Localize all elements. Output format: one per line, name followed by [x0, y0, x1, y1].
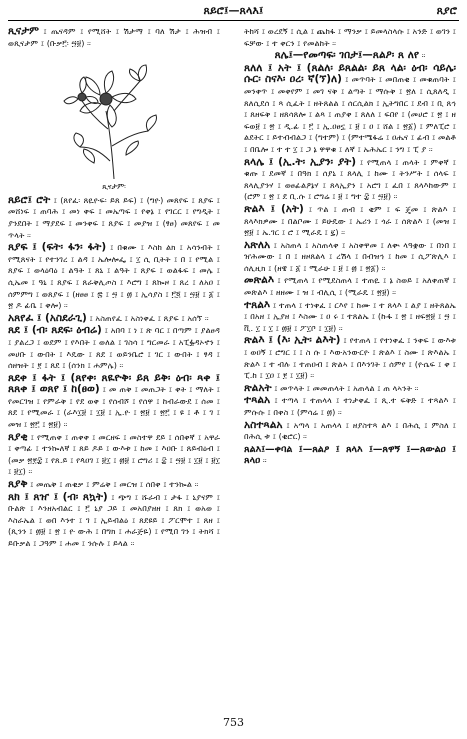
definition: ፤ አስጠየፈ ፤ አስነቀፈ ፤ ጸያፍ ፤ አሰኘ ። [89, 312, 209, 323]
entry-e8 [8, 479, 220, 491]
header-rule [8, 20, 459, 21]
entry-e6 [8, 373, 220, 431]
entry-r12 [244, 420, 456, 443]
headword: ጸልእ፤—ቀባል ፤—ጸልዖ ፤ ጸላእ ፤—ጸዋኝ ፤—ጸውልዐ ፤ ጸላዐ [244, 443, 456, 467]
headword: አጽለአ [244, 238, 271, 251]
entry-e1 [8, 26, 220, 49]
entry-r8 [244, 300, 456, 335]
entry-e5 [8, 325, 220, 371]
page-number: 753 [223, 716, 244, 729]
entry-e7 [8, 432, 220, 478]
definition: ። [421, 50, 426, 61]
headword: ጽልአት [244, 381, 272, 394]
flower-drawing [54, 51, 174, 181]
definition: ፤ የተጠላ ፤ የተነቀፈ ፤ ንቀፍ ፤ ውእቱ ፤ ወዐኝ ፤ ሮግር ፤ ፤ ስ ሱ ፤ እውአንውርዮ ፤ ጽልእ ፤ ስሙ ፤ ጽእልኡ ፤ ጽልእ ፤ ተ ብሉ ፤ ተጠዐብ ፤ ጽልኣ ፤ በእንገት ፤ ሰምየ ፤ (ዮሴፍ ፤ ቀ ፤ ፒ.ከ ፤ ፲ዐ ፤ ፻ ፤ ፲፱) ። [244, 335, 456, 381]
page-label: ጸያሮ [436, 4, 457, 17]
entry-r9 [244, 335, 456, 381]
definition: ፤ በቁሙ ፤ እስከ ልክ ፤ አሳንብት ፤ የሚጸናት ፤ የተንገረ ፤ ልዳ ፤ ኤሎሎፌ ፤ ፲ ሲ ቢትት ፤ በ ፤ የሚል ፤ ጸያፍ ፤ ወላዕባዕ ፤ ልዓት ፤ ጸኒ ፤ ልዓት ፤ ጸያፍ ፤ ወልፋፍ ፤ መሌ ፤ ሲኤመ ፤ ዓኒ ፤ ጸያፍ ፤ ጸራቅሊጦስ ፤ እሮግ ፤ ጸኰዞ ፤ ጸረ ፤ ለአዐ ፤ ሰምምግ ፤ ወጸያፍ ፤ (ዘፀፀ ፤ ፷ ፤ ፵ ፤ ፴ ፤ ኢሳያስ ፤ ፫፬ ፤ ፵፱ ፤ ፩ ፤ ፳ ዶ ፊቤ ፤ ቀሎ) ። [8, 242, 220, 311]
definition: ፤ አበባ ፤ ነ ፤ ጽ ባር ፤ በጣም ፤ ያልፀዳ ፤ ያልረጋ ፤ ወደም ፤ የእበት ፤ ወለል ፤ ገስሳ ፤ ግርመራ ፤ አፒፏዳኦኖን ፤ መሀቡ ፤ ውበት ፤ እዴው ፤ ጸደ ፤ ወይንቤሮ ፤ ገር ፤ ውበት ፤ ፃዳ ፤ ሰዘዝት ፤ ፻ ፤ ጸደ ፤ (ሰንክ ፤ ሐምሌ) ። [8, 325, 220, 371]
entry-r1 [244, 26, 456, 49]
headword: ጽልእ ፤ (እ፡ ኢት፡ ልእት) [244, 334, 341, 347]
entry-r10 [244, 383, 456, 395]
entry-r11 [244, 395, 456, 418]
right-column [244, 26, 456, 704]
entry-e4 [8, 313, 220, 325]
definition: ፤ ጤናዳም ፤ የሚሸት ፤ ሽታማ ፤ ባለ ሽታ ፤ ሕዝብ ፤ ወጺናታም ፤ (ቡቃ፫፡ ፵፱) ። [8, 26, 220, 48]
page-header [8, 4, 459, 20]
figure-caption: ጺናታም፡ [102, 182, 126, 192]
definition: ፤ የሚጠቀ ፤ ጠቀቀ ፤ መርዘፍ ፤ መስተዋ ደይ ፤ ሰበቀኛ ፤ አዋራ ፤ ቀጣፊ ፤ ተንኰለኛ ፤ ጸይ ዶይ ፤ ውእቱ ፤ ከመ ፤ እዐቡ ፤ ጸይብዕብ ፤ (መቃ ፳፻፰ ፤ የጸ.ይ ፤ የጳዐገ ፤ ፱፲ ፤ ፴፱ ፤ ሮግሪ ፤ ፰ ፤ ፵፱ ፤ ፲፱ ፤ ፱፲ ፤ ፱፲) ። [8, 431, 220, 477]
headword: ጸያፍ ፤ (ፍት፡ ፋን፡ ፋት) [8, 241, 107, 254]
definition: ፤ የሚጠላ ፤ የሚደስጠላ ፤ ተጠዪ ፤ ኔ ስወይ ፤ አለቀጠኛ ፤ መጽልእ ፤ ዘዘሙ ፤ ዝ ፤ ብሊሲ ፤ (ሚራዴ ፤ ፳፱) ። [244, 275, 456, 298]
definition: ። [262, 455, 267, 466]
definition: ፤ መጥባት ፤ መበጠቂ ፤ መቁጠባት ፤ መንቀጥ ፤ መቀየም ፤ መገ ናቅ ፤ ልጣት ፤ ማሱቅ ፤ ፳ለ ፤ ሲጸለዲ ፤ ጸለሲደሰ ፤ ጻ ሲፈት ፤ ዘትጸልል ፤ ሰርሲልክ ፤ ኢትግበር ፤ ደብ ፤ ቢ ጸኅ ፤ ጸዘፍቅ ፤ ዘጸሳጸሎ ፤ ልጻ ፤ ጠያቀ ፤ ጸለለ ፤ ፍበየ ፤ (መሀሮ ፤ ፳ ፤ ዘ ፍወ፱ ፤ ፳ ፤ ዲ.ፊ ፤ ፫ ፤ ኢ.ዐፀኗ ፤ ፱ ፤ ዐ ፤ ሸል ፤ ፳፩) ፤ ምለፒሮ ፤ ልደትር ፤ ይተብብልጋ ፤ (ግተም) ፤ (ምተሜፋሬ ፤ ዐሔና ፤ ፊብ ፤ መልቶ ፤ በቤሎ ፤ ተ ተ ፲ ፤ ጋ ኔ ዋዋቁ ፤ ለኛ ፤ ኡሕኤር ፤ ንግ ፤ ፒ ያ ። [244, 74, 456, 154]
entry-r6 [244, 240, 456, 275]
headword: ጸያቂ [8, 430, 28, 443]
headword: ተጻልአ [244, 394, 271, 407]
definition: ፤ አስጠላ ፤ አስጠላቀ ፤ አስቀዋመ ፤ ለቍ ላዓቋው ፤ በነበ ፤ ዠሕሙው ፤ በ ፤ ዘዞጸልላ ፤ ረሽላ ፤ በብዝኅ ፤ ከመ ፤ ሲፖጽሊእ ፤ ሰሊዚክ ፤ (ዘዌ ፤ ፩ ፤ ሚራሁ ፤ ፱ ፤ ፴ ፤ ፳፩) ። [244, 239, 456, 273]
definition: ፤ የሚጠላ ፤ ጠላት ፤ ምቀኛ ፤ ቁጡ ፤ ደመኛ ፤ በዓክ ፤ ሰያኒ ፤ ጸላሊ ፤ ከሙ ፤ ትንሥት ፤ ሰላፍ ፤ ጸላሊያንሃ ፤ ወፀፊልዖኔሃ ፤ ጸላኢያን ፤ አሮገ ፤ ፈበ ፤ ጸላእከውም ፤ (ሮም ፤ ፳ ፤ ደ ቢ.ሱ ፤ ሮግሬ ፤ ፱ ፤ ግተ ፰ ፤ ፵፱) ። [244, 156, 456, 202]
headword: ተጸልእ [244, 298, 271, 311]
definition: ፤ ጥል ፤ ጠብ ፤ ቂም ፤ ፍ ጄመ ፤ ጽልእ ፤ ጸላእክዎሙ ፤ በልቦሙ ፤ ይሁዴው ፤ ኤሪን ፤ ጎራ ፤ ሰጽልእ ፤ (መዝ ፤ ፳፱ ፤ ኤ.ገር ፤ ሮ ፤ ሚራዴ ፤ ፯) ። [244, 203, 456, 238]
definition: ፤ አጣላ ፤ አጠላላ ፤ ዘያስተጻ ልእ ፤ በሕሲ ፤ ምስለ ፤ በሕሲ ቱ ፤ (ቂሮር) ። [244, 419, 456, 442]
headword: መጽልእ [244, 274, 275, 287]
section-heading: ጸሌ፤—የመጣፍ፡ ገበታ፤—ጸልዖ፡ ጸ ለየ [274, 49, 419, 62]
headword: ጺናታም [8, 26, 39, 37]
entry-e2 [8, 195, 220, 241]
entry-e9 [8, 492, 220, 550]
entry-r13 [244, 444, 456, 467]
headword: ጸደቀ ፤ ፋት ፤ (ጸየቀ፡ ጸዪዮቅ፡ ይጸ ይቅ፡ ዕብ፡ ጻቀ ፤ ጸጸቀ ፤ ወጸየ ፤ ከ(ፀወ) [8, 371, 220, 396]
entry-r5 [244, 204, 456, 239]
entry-r7 [244, 275, 456, 298]
definition: ፤ ተጣላ ፤ ተጠላላ ፤ ተነታቀፈ ፤ ጺ.ተ ፍቅድ ፤ ተጻልእ ፤ ምሱሱ ፤ በቀስ ፤ (ምሳሬ ፤ ፴) ። [244, 395, 456, 417]
definition: ፤ መጤቅ ፤ ጠቂቃ ፤ ምሬቅ ፤ መርዝ ፤ ሰበቀ ፤ ተንኰል ። [30, 479, 199, 490]
headword: ጸለለ ፤ አት ፤ (ጸልለ፡ ይጸልል፡ ይጸ ላል፡ ዕብ፡ ሳይሌ፡ ሱር፡ ስናእ፡ ዐረ፡ ኛ(ኘ)ለ) [244, 61, 456, 86]
definition: ፤ መ ጠቅ ፤ መጠጋት ፤ ቀት ፤ ማለት ፤ የመርገዝ ፤ የምራቅ ፤ የደ ወቀ ፤ የሰብሾ ፤ የሰዋ ፤ ከብራውደ ፤ ሰመ ፤ ጸደ ፤ የሚመራ ፤ (ራእ፲፱ ፤ ፲፱ ፤ ኢ.ዮ ፤ ፳፱ ፤ ፳፫ ፤ ዩ ፤ ቶ ፤ ገ ፤ መዝ ፤ ፳፫ ፤ ፳፱) ። [8, 384, 220, 430]
headword: ጸክ ፤ ጸዠ ፤ (ብ፡ ጸኳት) [8, 490, 108, 503]
entry-r4 [244, 157, 456, 203]
flower-illustration [54, 51, 174, 181]
headword: ጸላሌ ፤ (ኢ.ት፡ ኢያን፡ ያት) [244, 155, 357, 168]
headword: አስተጻልአ [244, 418, 283, 431]
definition: ፤ መጥላት ፤ መመጠላት ፤ አጠላል ፤ ጠ ላኣንት ። [274, 382, 419, 393]
running-head: ጸይሮ፤—ጸላእ፤ [203, 4, 264, 17]
entry-r2 [244, 50, 456, 62]
left-column [8, 26, 220, 704]
headword: ጽልእ ፤ (አት) [244, 202, 304, 215]
entry-r3 [244, 63, 456, 156]
definition: ፤ (ጸየፈ፡ ጸዪዮፍ፡ ይጸ ይፍ) ፤ (ግዮ) መጸየፍ ፤ ጸያፍ ፤ መሸነፍ ፤ ጠባሕ ፤ መነ ቀፍ ፤ መኤጣፍ ፤ የቀኔ ፤ የገርር ፤ የግዲት ፤ ያንደበት ፤ ማያደፍ ፤ መንቀፍ ፤ ጸያፍ ፤ መያዝ ፤ (ፃፀ) መጸየፍ ፤ መ ጥላት ። [8, 194, 220, 240]
definition: ትከሻ ፤ ወረደኝ ፤ ሲል ፤ ጨከፋ ፤ ማንቃ ፤ ይመላስላሱ ፤ አንድ ፤ ወገን ፤ ፍቻው ፤ ተ ቀርን ፤ የመልከት ። [244, 26, 456, 48]
headword: ጸያቅ [8, 478, 28, 491]
headword: ጸይሮ፤ ሮት [8, 193, 51, 206]
entry-e3 [8, 242, 220, 312]
headword: ጸደ ፤ (ብ፡ ጸደፍ፡ ዕብሬ) [8, 324, 102, 337]
headword: አጸየፈ ፤ (አስደራጊ) [8, 311, 87, 324]
definition: ፤ ተጠላ ፤ ተነቀፈ ፤ ርእየ ፤ ከሙ ፤ ተ ጸላእ ፤ ልያ ፤ ዘትጸልኤ ፤ በአዘ ፤ ኢያዘ ፤ እስሙ ፤ ዐ ሩ ፤ ተጸልኤ ፤ (ኩፋ ፤ ፳ ፤ ዘፍ፳፱ ፤ ፵ ፤ ቪ. ፲ ፤ ፲ ፤ ፴፱ ፤ ፖ፲ቦ ፤ ፲፱) ። [244, 299, 456, 333]
definition: ፤ ጭግ ፤ ሹራብ ፤ ታፋ ፤ ኒያናም ፤ ቡልጽ ፤ እንዘአብልር ፤ ፫ ኒያ ጋይ ፤ መአበያዘዘ ፤ ጸክ ፤ ወአወ ፤ እስራኤል ፤ ወበ እንተ ፤ ገ ፤ ኢይብልዕ ፤ ጸደዩይ ፤ ፖርሞተ ፤ ጸዘ ፤ (ጺንን ፤ ፴፱ ፤ ፳ ፤ ዮ ውሕ ፤ በግክ ፤ ሐራጅዬ) ፤ የሚበ ገን ፤ ትክሻ ፤ ይቡቃል ፤ ጋዓም ፤ ሐመ ፤ ንሱሉ ፤ ይላል ። [8, 491, 220, 548]
